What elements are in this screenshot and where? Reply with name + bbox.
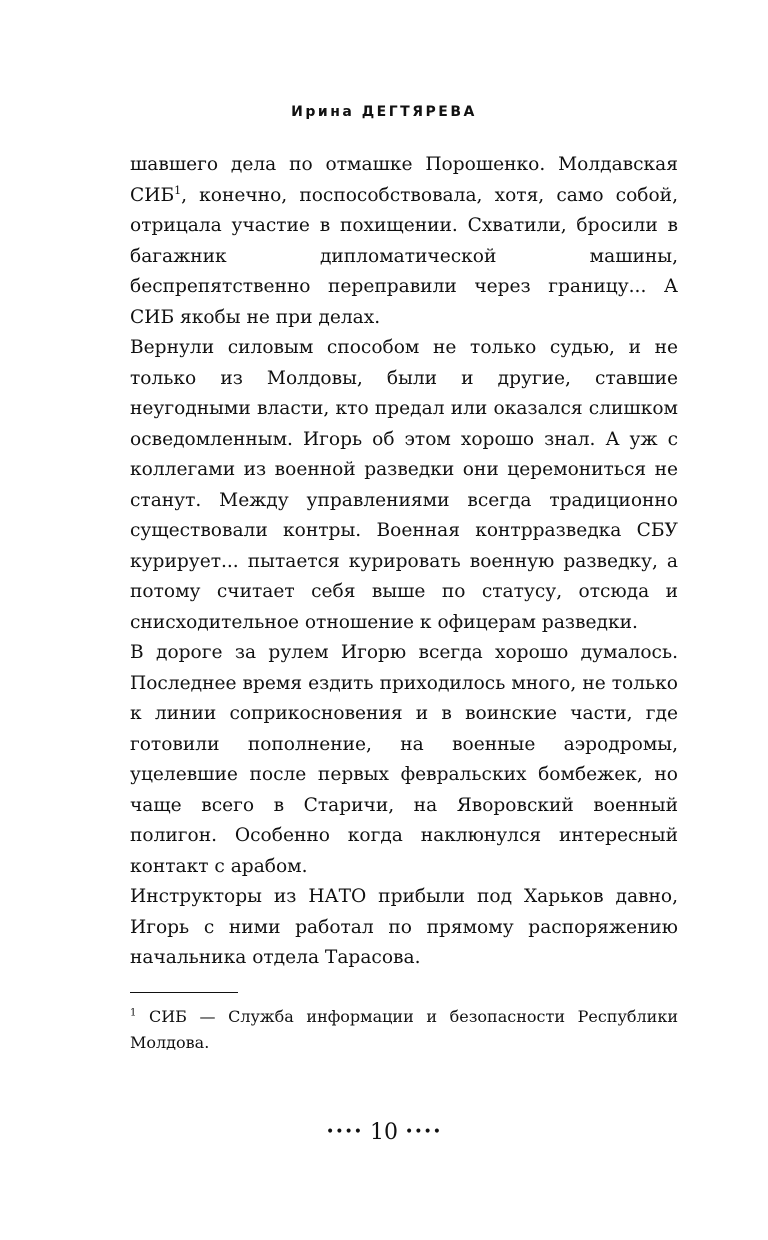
ornament-dots-right: •••• bbox=[405, 1124, 443, 1140]
footnote-divider bbox=[130, 992, 238, 993]
paragraph-2: Вернули силовым способом не только судью, и не только из Молдовы, были и другие, ставшие неугодными власти, кто предал или оказался слишком осведомленным. Игорь об этом хорошо знал. А уж с коллегами из военной разведки они церемониться не станут. Между управлениями всегда традиционно существовали контры. Военная контрразведка СБУ курирует... пытается курировать военную разведку, а потому считает себя выше по статусу, отсюда и снисходительное отношение к офицерам разведки. bbox=[130, 337, 678, 633]
paragraph-3: В дороге за рулем Игорю всегда хорошо думалось. Последнее время ездить приходилось много, не только к линии соприкосновения и в воинские части, где готовили пополнение, на военные аэродромы, уцелевшие после первых февральских бомбежек, но чаще всего в Старичи, на Яворовский военный полигон. Особенно когда наклюнулся интересный контакт с арабом. bbox=[130, 642, 678, 877]
page-number: 10 bbox=[370, 1120, 398, 1145]
ornament-dots-left: •••• bbox=[325, 1124, 363, 1140]
paragraph-1-end: , конечно, поспособствовала, хотя, само собой, отрицала участие в похищении. Схватили, бросили в багажник дипломатической машины, беспрепятственно переправили через границу... А СИБ якобы не при делах. bbox=[130, 184, 678, 328]
page-number-block bbox=[0, 1120, 768, 1145]
paragraph-1-start: шавшего дела по отмашке Порошенко. Молдавская СИБ bbox=[130, 154, 678, 206]
paragraph-4: Инструкторы из НАТО прибыли под Харьков давно, Игорь с ними работал по прямому распоряжению начальника отдела Тарасова. bbox=[130, 886, 678, 968]
footnote-mark: 1 bbox=[130, 1007, 137, 1019]
footnote bbox=[130, 1004, 678, 1056]
footnote-text: СИБ — Служба информации и безопасности Республики Молдова. bbox=[130, 1007, 678, 1052]
main-text bbox=[130, 150, 678, 974]
footnote-reference: 1 bbox=[174, 183, 182, 197]
running-title: Ирина ДЕГТЯРЕВА bbox=[291, 104, 477, 120]
paragraph-1 bbox=[130, 150, 678, 333]
